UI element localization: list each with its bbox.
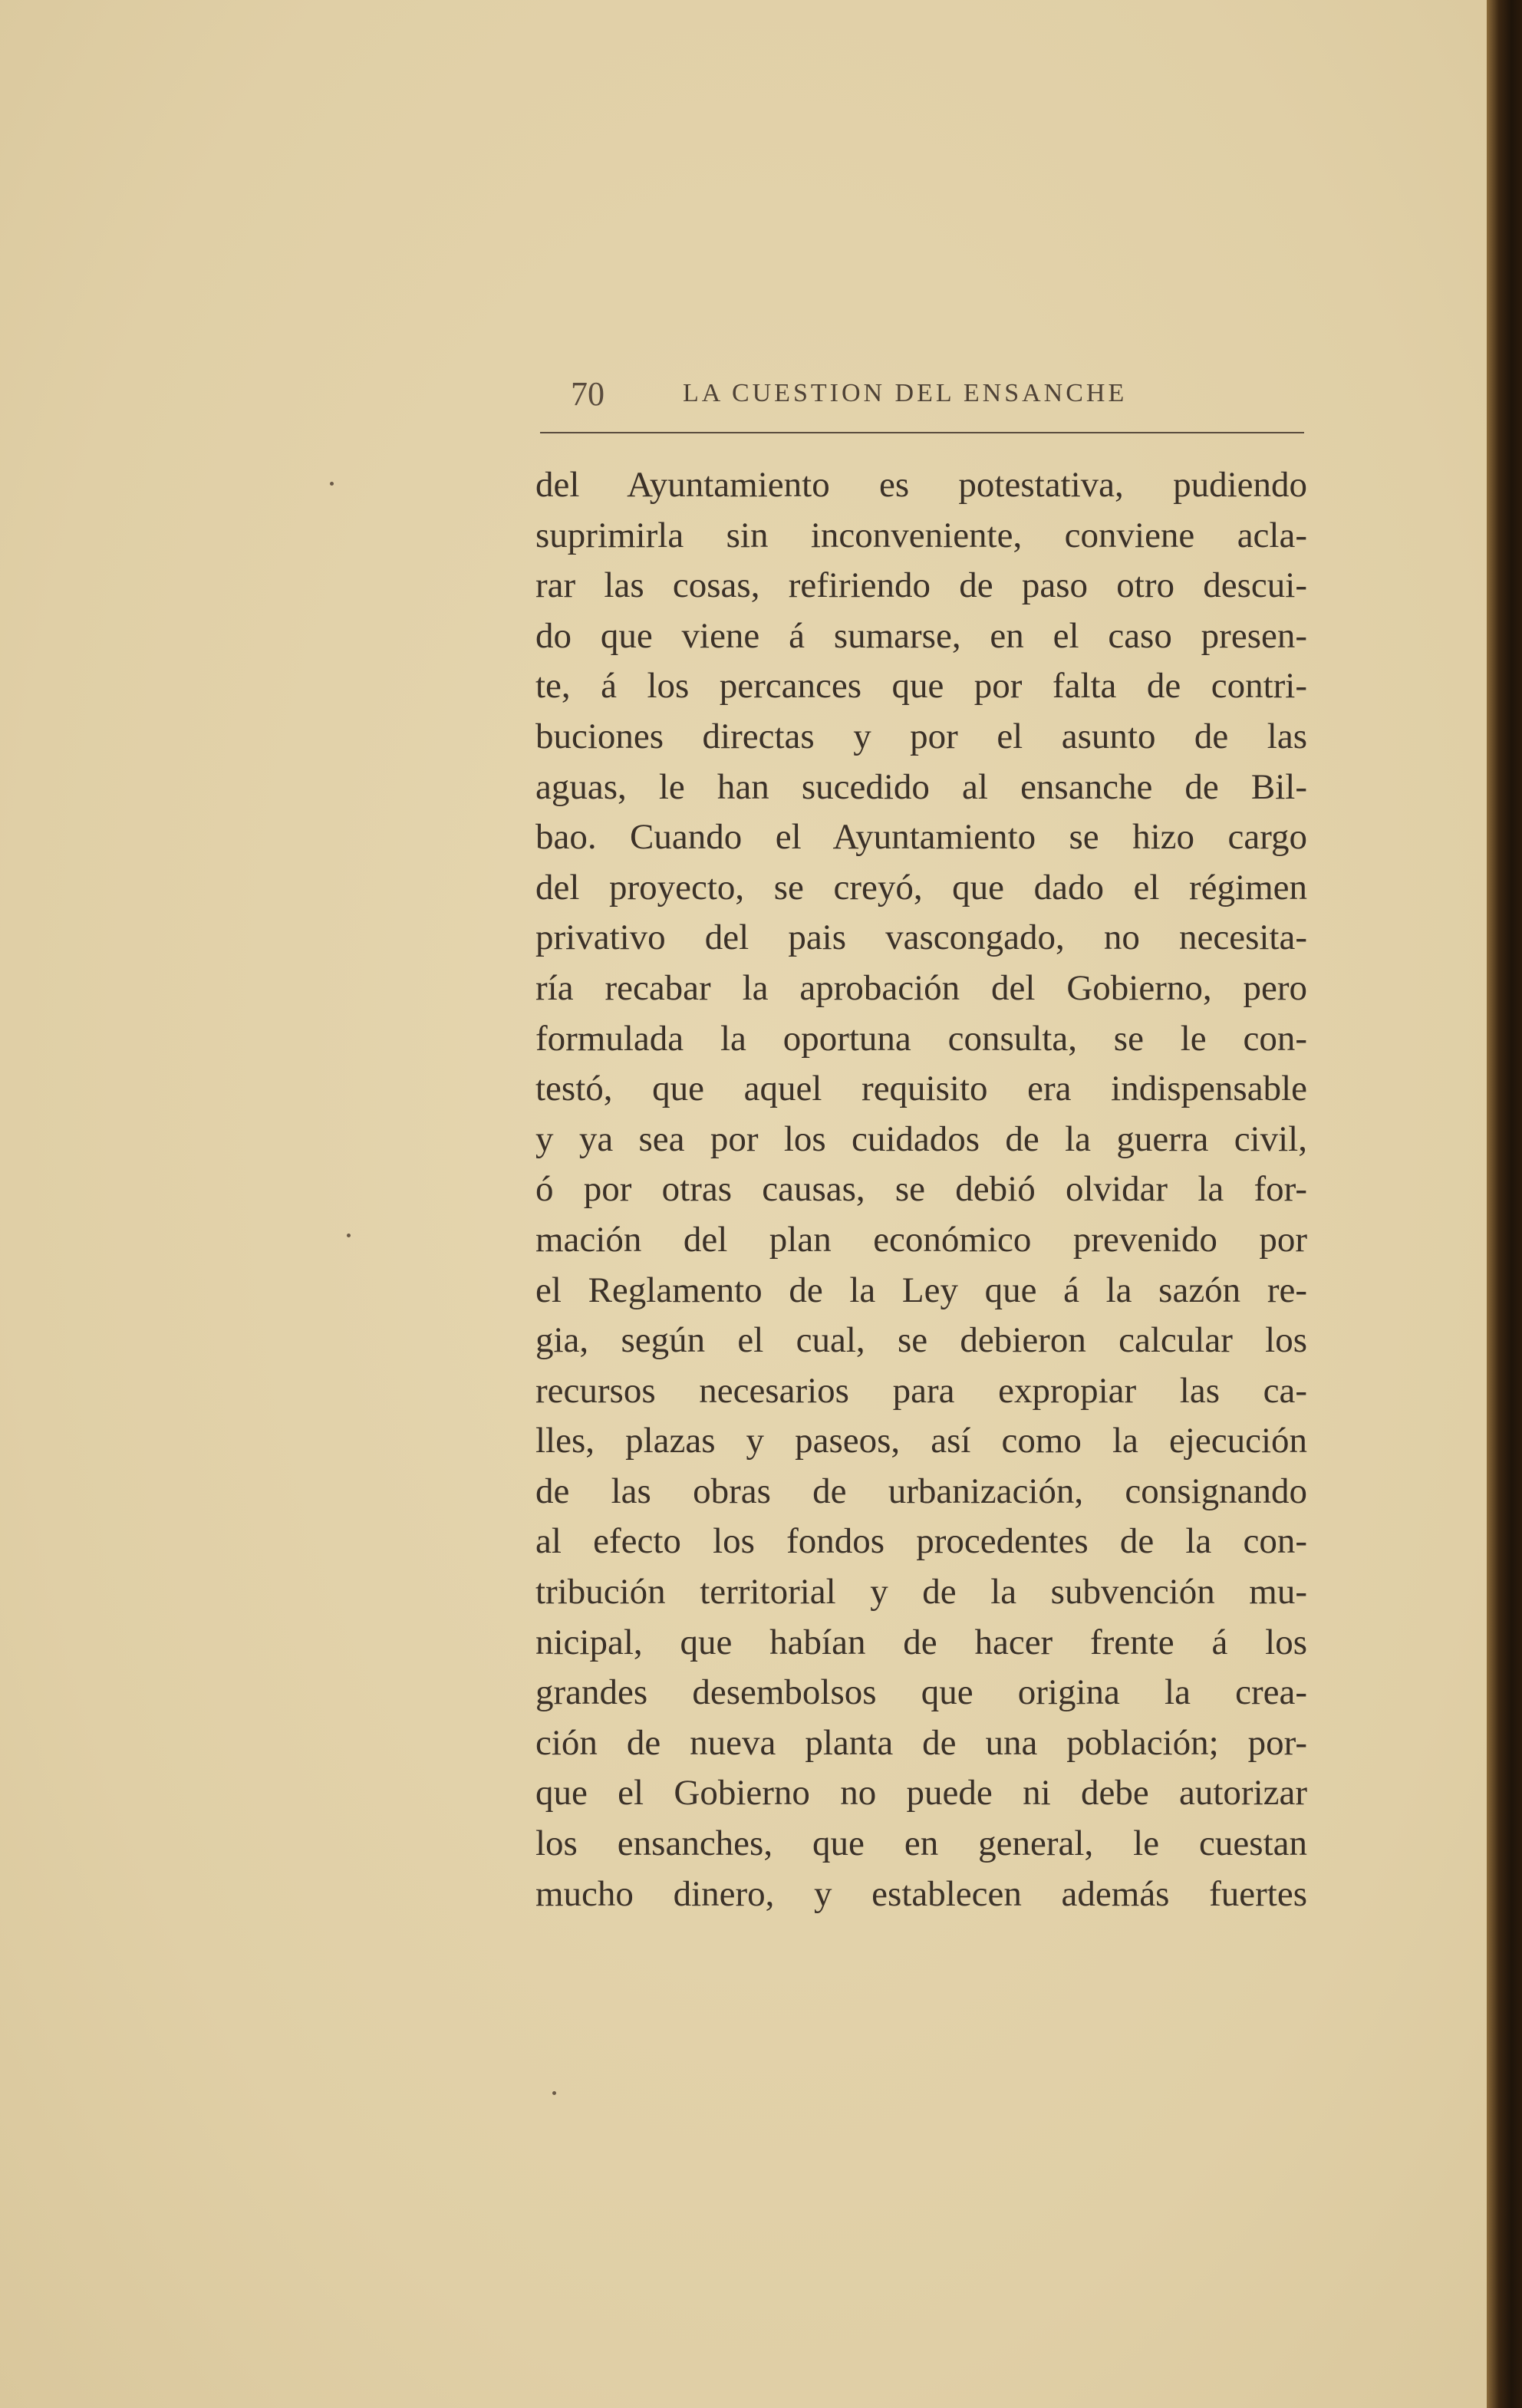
text-line: ría recabar la aprobación del Gobierno, pero [535, 967, 1307, 1008]
text-line: aguas, le han sucedido al ensanche de Bil- [535, 766, 1307, 807]
text-line: los ensanches, que en general, le cuestan [535, 1823, 1307, 1864]
speck [347, 1234, 351, 1237]
text-line: y ya sea por los cuidados de la guerra civil, [535, 1118, 1307, 1159]
text-line: do que viene á sumarse, en el caso presen- [535, 615, 1307, 656]
text-line: mación del plan económico prevenido por [535, 1219, 1307, 1260]
speck [552, 2091, 556, 2095]
body-text [535, 460, 1307, 1919]
header-rule [540, 432, 1304, 433]
text-line: buciones directas y por el asunto de las [535, 716, 1307, 756]
text-line: tribución territorial y de la subvención mu- [535, 1572, 1307, 1612]
text-line: gia, según el cual, se debieron calcular los [535, 1320, 1307, 1361]
text-line: ción de nueva planta de una población; por- [535, 1722, 1307, 1763]
text-line: lles, plazas y paseos, así como la ejecución [535, 1421, 1307, 1461]
page-header [568, 374, 1304, 413]
text-line: grandes desembolsos que origina la crea- [535, 1672, 1307, 1713]
text-line: del Ayuntamiento es potestativa, pudiendo [535, 465, 1307, 505]
book-binding-edge [1487, 0, 1522, 2408]
text-line: que el Gobierno no puede ni debe autorizar [535, 1773, 1307, 1813]
speck [330, 482, 334, 486]
running-title: LA CUESTION DEL ENSANCHE [683, 379, 1128, 407]
text-line: formulada la oportuna consulta, se le con- [535, 1018, 1307, 1059]
page-number: 70 [571, 375, 605, 413]
text-line: al efecto los fondos procedentes de la con- [535, 1521, 1307, 1562]
text-line: nicipal, que habían de hacer frente á los [535, 1622, 1307, 1662]
text-line: mucho dinero, y establecen además fuertes [535, 1873, 1307, 1914]
text-line: recursos necesarios para expropiar las ca- [535, 1370, 1307, 1411]
text-line: rar las cosas, refiriendo de paso otro descui- [535, 565, 1307, 606]
text-line: te, á los percances que por falta de contri- [535, 666, 1307, 707]
text-line: bao. Cuando el Ayuntamiento se hizo cargo [535, 817, 1307, 858]
text-line: privativo del pais vascongado, no necesita- [535, 917, 1307, 958]
text-line: suprimirla sin inconveniente, conviene acla- [535, 515, 1307, 555]
text-line: del proyecto, se creyó, que dado el régimen [535, 867, 1307, 908]
text-line: ó por otras causas, se debió olvidar la for- [535, 1169, 1307, 1210]
text-line: de las obras de urbanización, consignando [535, 1471, 1307, 1511]
text-line: el Reglamento de la Ley que á la sazón re- [535, 1270, 1307, 1310]
text-line: testó, que aquel requisito era indispensable [535, 1069, 1307, 1109]
